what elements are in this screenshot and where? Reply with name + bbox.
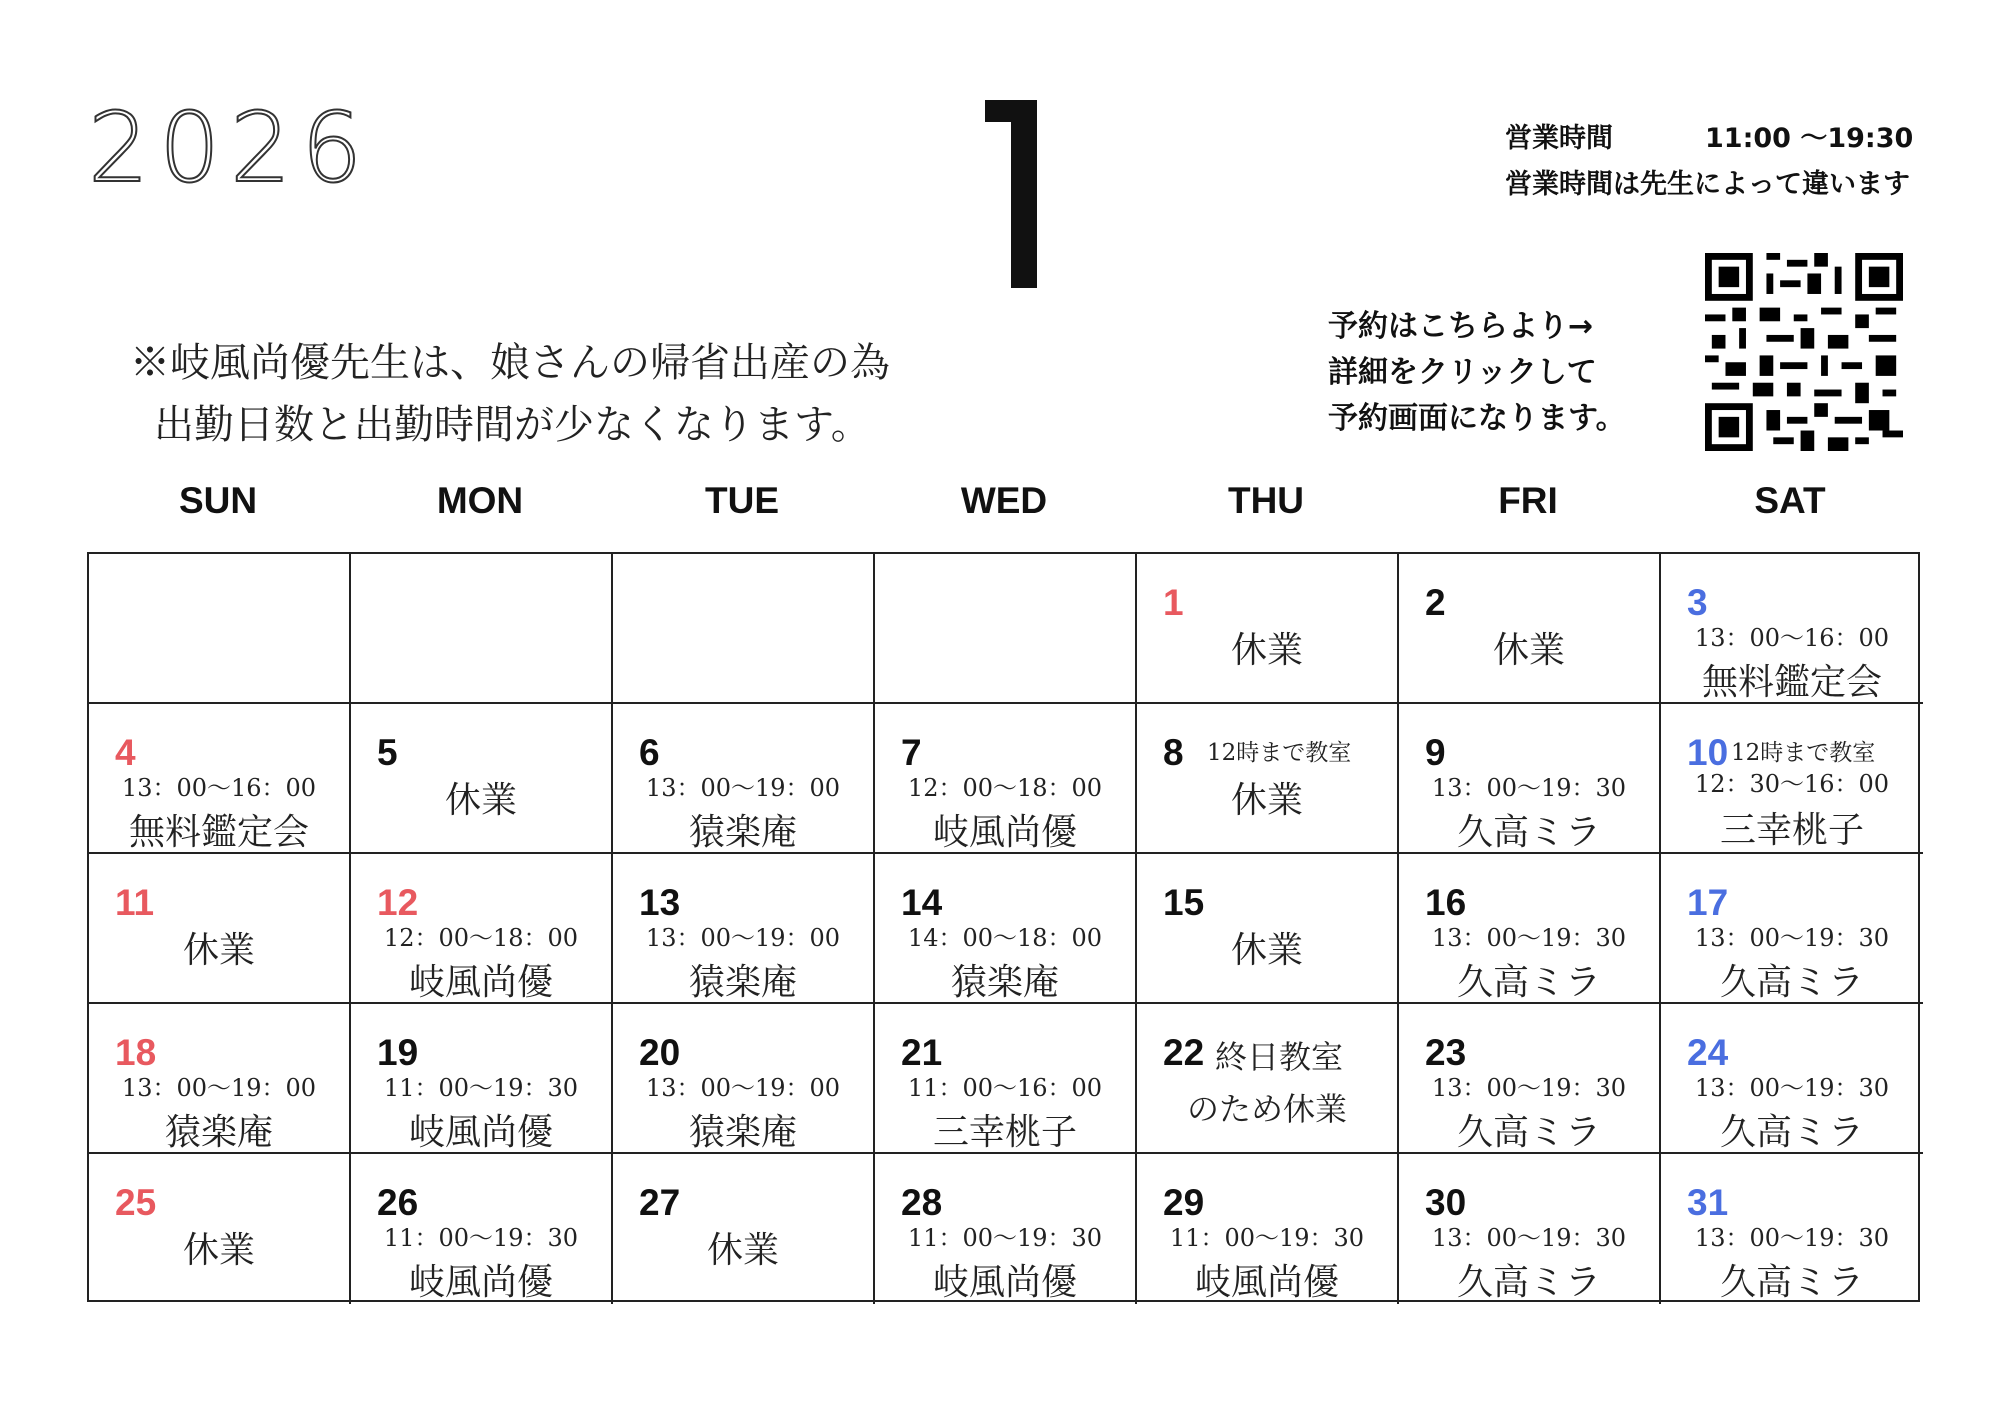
staff-name: 三幸桃子: [1719, 810, 1864, 851]
weekday-fri: FRI: [1498, 480, 1558, 521]
day-number: 5: [377, 732, 398, 773]
day-number: 1: [1163, 582, 1184, 623]
calendar-cell: [1399, 854, 1661, 1004]
staff-name: 岐風尚優: [932, 1262, 1077, 1303]
year-label: 2026: [88, 92, 373, 204]
calendar-cell: [89, 1154, 351, 1304]
calendar-cell: [1137, 554, 1399, 704]
calendar-cell: [1137, 854, 1399, 1004]
staff-name: 久高ミラ: [1456, 1112, 1601, 1153]
day-number: 28: [901, 1182, 943, 1223]
closed-label: 休業: [706, 1230, 779, 1271]
time-range: 11：00〜19：30: [383, 1074, 579, 1102]
staff-name: 猿楽庵: [688, 1112, 797, 1153]
closed-label: 休業: [182, 930, 255, 971]
calendar-cell: [1661, 1004, 1923, 1154]
notice: [130, 332, 890, 456]
day-number: 18: [115, 1032, 157, 1073]
time-range: 13：00〜19：00: [645, 924, 841, 952]
reservation-text: [1328, 304, 1626, 442]
class-note: 12時まで教室: [1207, 740, 1352, 766]
calendar-cell: [613, 1154, 875, 1304]
weekday-mon: MON: [436, 480, 524, 521]
day-number: 29: [1163, 1182, 1205, 1223]
time-range: 11：00〜19：30: [907, 1224, 1103, 1252]
staff-name: 猿楽庵: [164, 1112, 273, 1153]
time-range: 13：00〜16：00: [1694, 624, 1890, 652]
closed-label: 休業: [1230, 930, 1303, 971]
calendar-cell: [613, 854, 875, 1004]
calendar-cell: [875, 554, 1137, 704]
reservation-line-2: 詳細をクリックして: [1328, 355, 1597, 390]
notice-line-1: ※岐風尚優先生は、娘さんの帰省出産の為: [130, 340, 890, 386]
staff-name: 無料鑑定会: [128, 812, 309, 853]
day-number: 7: [901, 732, 922, 773]
staff-name: 無料鑑定会: [1701, 662, 1882, 703]
calendar-cell: [875, 854, 1137, 1004]
day-number: 15: [1163, 882, 1205, 923]
calendar-grid: [87, 552, 1920, 1302]
time-range: 13：00〜19：30: [1694, 1074, 1890, 1102]
calendar-cell: [89, 1004, 351, 1154]
calendar-cell: [1399, 704, 1661, 854]
qr-code-icon[interactable]: [1705, 253, 1903, 451]
notice-line-2: 出勤日数と出勤時間が少なくなります。: [154, 402, 871, 448]
calendar-cell: [351, 1004, 613, 1154]
staff-name: 久高ミラ: [1456, 812, 1601, 853]
calendar-cell: [1399, 1004, 1661, 1154]
day-number: 30: [1425, 1182, 1467, 1223]
staff-name: 岐風尚優: [932, 812, 1077, 853]
staff-name: 猿楽庵: [688, 962, 797, 1003]
staff-name: 久高ミラ: [1456, 1262, 1601, 1303]
day-number: 8: [1163, 732, 1184, 773]
day-number: 22: [1163, 1032, 1205, 1073]
time-range: 12：00〜18：00: [907, 774, 1103, 802]
closed-label: 休業: [444, 780, 517, 821]
closed-label: 休業: [182, 1230, 255, 1271]
weekday-header: [87, 480, 2000, 530]
day-number: 14: [901, 882, 943, 923]
time-range: 11：00〜19：30: [1169, 1224, 1365, 1252]
day-number: 26: [377, 1182, 419, 1223]
time-range: 11：00〜19：30: [383, 1224, 579, 1252]
calendar-cell: [613, 704, 875, 854]
day-number: 4: [115, 732, 136, 773]
calendar-cell: [1661, 1154, 1923, 1304]
calendar-cell: [351, 554, 613, 704]
month-number: [955, 100, 1075, 295]
closed-label: 休業: [1492, 630, 1565, 671]
calendar-cell: [1661, 554, 1923, 704]
weekday-wed: WED: [960, 480, 1048, 521]
day-number: 19: [377, 1032, 419, 1073]
time-range: 13：00〜19：00: [645, 1074, 841, 1102]
calendar-cell: [351, 854, 613, 1004]
hours-value: 11:00 〜19:30: [1705, 123, 1914, 154]
calendar-cell: [1661, 854, 1923, 1004]
calendar-cell: [1137, 704, 1399, 854]
closed-note: のため休業: [1186, 1090, 1347, 1128]
calendar-cell: [89, 554, 351, 704]
hours-note: 営業時間は先生によって違います: [1505, 169, 1910, 200]
time-range: 12：00〜18：00: [383, 924, 579, 952]
day-number: 16: [1425, 882, 1467, 923]
time-range: 13：00〜19：30: [1431, 1224, 1627, 1252]
reservation-line-3: 予約画面になります。: [1328, 401, 1626, 436]
weekday-sat: SAT: [1754, 480, 1826, 521]
calendar-cell: [351, 704, 613, 854]
staff-name: 久高ミラ: [1719, 1262, 1864, 1303]
staff-name: 岐風尚優: [408, 1112, 553, 1153]
calendar-cell: [613, 1004, 875, 1154]
day-number: 12: [377, 882, 419, 923]
time-range: 14：00〜18：00: [907, 924, 1103, 952]
calendar-cell: [1661, 704, 1923, 854]
day-number: 31: [1687, 1182, 1729, 1223]
time-range: 12：30〜16：00: [1694, 770, 1890, 798]
calendar-cell: [613, 554, 875, 704]
day-number: 25: [115, 1182, 157, 1223]
staff-name: 久高ミラ: [1456, 962, 1601, 1003]
staff-name: 岐風尚優: [1194, 1262, 1339, 1303]
time-range: 13：00〜19：30: [1694, 924, 1890, 952]
staff-name: 猿楽庵: [688, 812, 797, 853]
staff-name: 久高ミラ: [1719, 1112, 1864, 1153]
calendar-cell: [1137, 1004, 1399, 1154]
day-number: 10: [1687, 732, 1729, 773]
closed-label: 休業: [1230, 780, 1303, 821]
day-number: 17: [1687, 882, 1729, 923]
calendar-cell: [1137, 1154, 1399, 1304]
time-range: 13：00〜19：00: [121, 1074, 317, 1102]
calendar-cell: [875, 704, 1137, 854]
weekday-thu: THU: [1227, 480, 1305, 521]
day-number: 13: [639, 882, 681, 923]
time-range: 11：00〜16：00: [907, 1074, 1103, 1102]
calendar-cell: [89, 854, 351, 1004]
class-note: 12時まで教室: [1731, 740, 1876, 766]
calendar-cell: [1399, 554, 1661, 704]
time-range: 13：00〜16：00: [121, 774, 317, 802]
staff-name: 岐風尚優: [408, 962, 553, 1003]
day-number: 9: [1425, 732, 1446, 773]
day-number: 11: [115, 882, 155, 923]
calendar-cell: [89, 704, 351, 854]
staff-name: 三幸桃子: [932, 1112, 1077, 1153]
hours-label: 営業時間: [1505, 123, 1613, 154]
closed-label: 休業: [1230, 630, 1303, 671]
business-hours: [1505, 116, 1913, 208]
day-number: 20: [639, 1032, 681, 1073]
day-number: 6: [639, 732, 660, 773]
time-range: 13：00〜19：30: [1431, 924, 1627, 952]
day-number: 23: [1425, 1032, 1467, 1073]
day-number: 24: [1687, 1032, 1729, 1073]
staff-name: 久高ミラ: [1719, 962, 1864, 1003]
day-number: 3: [1687, 582, 1708, 623]
time-range: 13：00〜19：30: [1694, 1224, 1890, 1252]
time-range: 13：00〜19：00: [645, 774, 841, 802]
weekday-tue: TUE: [705, 480, 779, 521]
hours-row: [1505, 116, 1913, 162]
day-number: 21: [901, 1032, 943, 1073]
reservation-line-1: 予約はこちらより→: [1328, 309, 1594, 344]
day-number: 2: [1425, 582, 1446, 623]
staff-name: 岐風尚優: [408, 1262, 553, 1303]
staff-name: 猿楽庵: [950, 962, 1059, 1003]
calendar-cell: [351, 1154, 613, 1304]
calendar-cell: [1399, 1154, 1661, 1304]
weekday-sun: SUN: [178, 480, 258, 521]
time-range: 13：00〜19：30: [1431, 1074, 1627, 1102]
calendar-cell: [875, 1004, 1137, 1154]
calendar-cell: [875, 1154, 1137, 1304]
class-note: 終日教室: [1215, 1038, 1344, 1076]
day-number: 27: [639, 1182, 681, 1223]
time-range: 13：00〜19：30: [1431, 774, 1627, 802]
